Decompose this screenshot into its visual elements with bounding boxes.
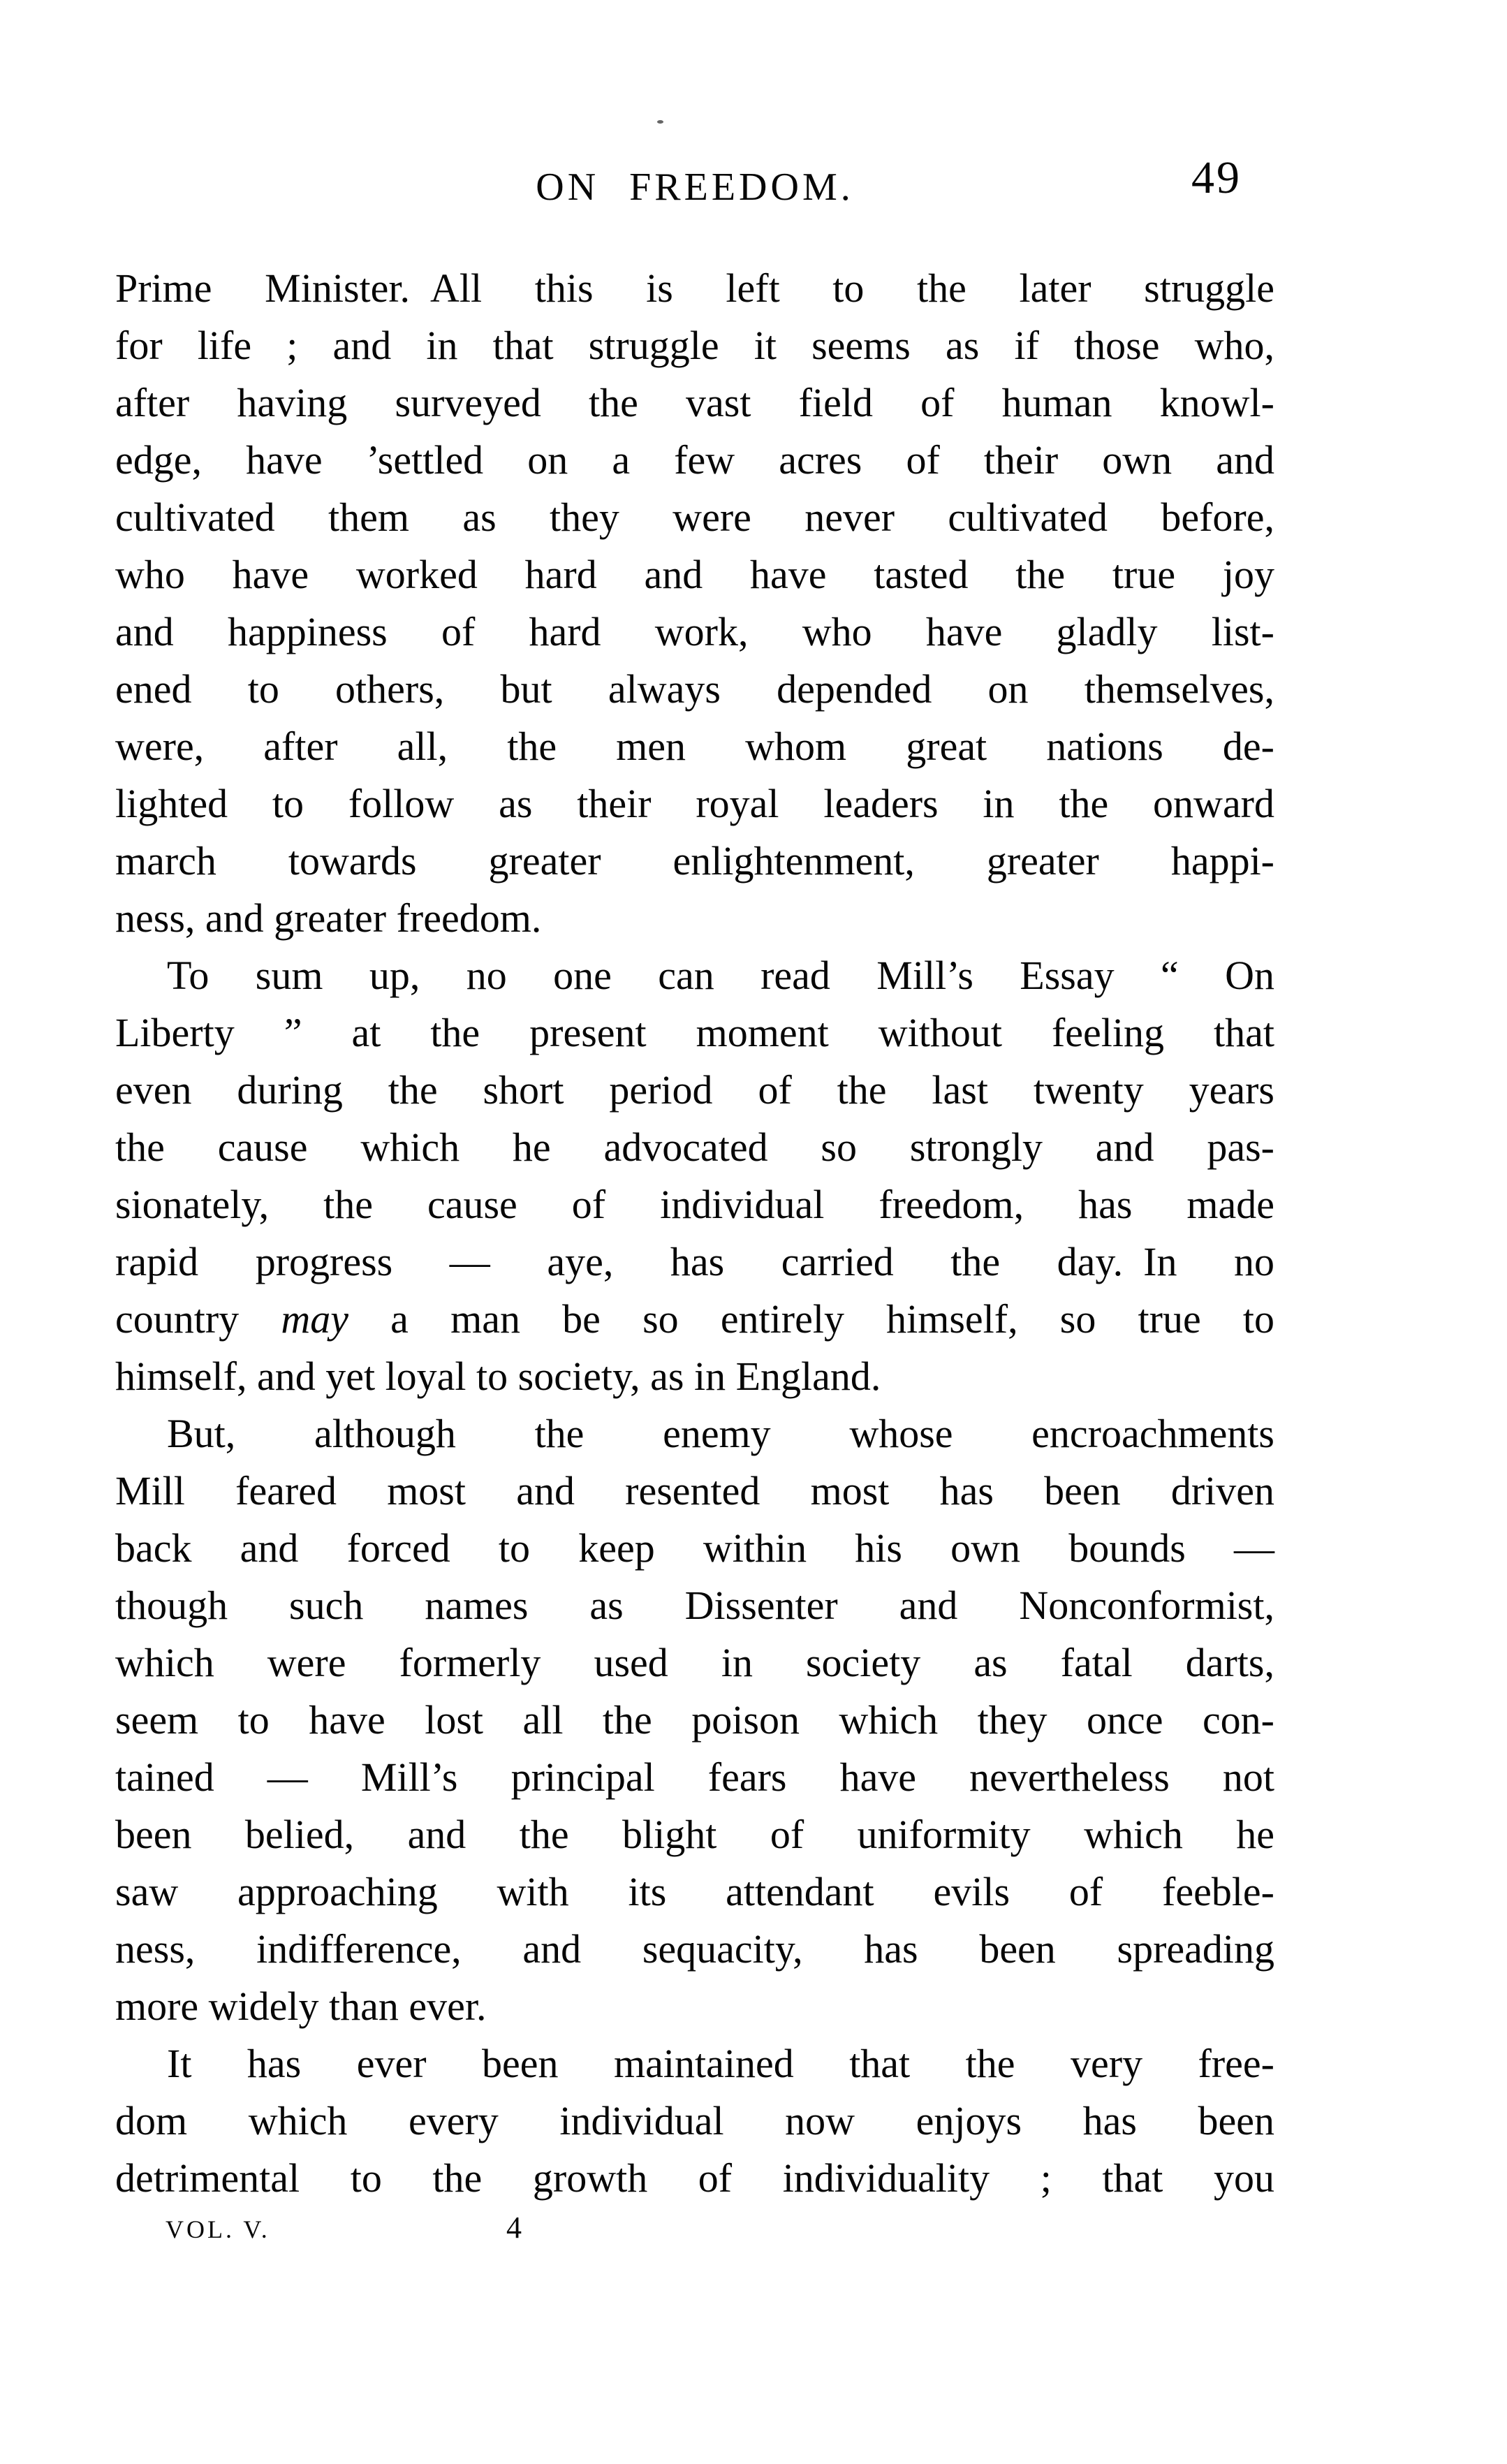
text-line: [115, 1863, 1274, 1921]
text-segment: though such names as Dissenter and Nonconformist,: [115, 1583, 1274, 1628]
volume-label: VOL. V.: [166, 2215, 270, 2243]
text-line: [115, 947, 1274, 1004]
text-segment: which were formerly used in society as fatal darts,: [115, 1640, 1274, 1685]
text-line: [115, 661, 1274, 718]
text-line: [115, 2092, 1274, 2150]
text-line: [115, 1520, 1274, 1577]
text-segment: lighted to follow as their royal leaders in the onward: [115, 781, 1274, 826]
text-segment: But, although the enemy whose encroachments: [167, 1411, 1274, 1456]
text-line: [115, 833, 1274, 890]
text-segment: been belied, and the blight of uniformity which he: [115, 1812, 1274, 1857]
text-line: [115, 775, 1274, 833]
text-segment: back and forced to keep within his own bounds —: [115, 1525, 1274, 1571]
text-segment: detrimental to the growth of individuality ; that you: [115, 2155, 1274, 2201]
text-line: [115, 1348, 1274, 1405]
text-segment: Mill feared most and resented most has been driven: [115, 1468, 1274, 1513]
text-line: [115, 432, 1274, 489]
text-line: [115, 2035, 1274, 2092]
text-line: [115, 890, 1274, 947]
text-segment: country: [115, 1296, 281, 1342]
text-line: [115, 1978, 1274, 2035]
text-line: [115, 1233, 1274, 1291]
text-line: [115, 374, 1274, 432]
text-segment: the cause which he advocated so strongly and pas-: [115, 1124, 1274, 1170]
text-line: [115, 1004, 1274, 1062]
text-segment: after having surveyed the vast field of human knowl-: [115, 380, 1274, 425]
text-segment: It has ever been maintained that the very free-: [167, 2041, 1274, 2086]
text-line: [115, 1462, 1274, 1520]
text-line: [115, 489, 1274, 546]
text-segment: ness, and greater freedom.: [115, 895, 542, 941]
text-segment: rapid progress — aye, has carried the day. In no: [115, 1239, 1274, 1284]
text-line: [115, 546, 1274, 603]
text-line: [115, 1405, 1274, 1462]
text-line: [115, 1921, 1274, 1978]
text-segment: sionately, the cause of individual freedom, has made: [115, 1182, 1274, 1227]
page-number: 49: [1191, 152, 1242, 203]
text-segment: tained — Mill’s principal fears have nevertheless not: [115, 1754, 1274, 1800]
text-line: [115, 1577, 1274, 1634]
italic-text-segment: may: [281, 1296, 348, 1342]
text-line: [115, 1062, 1274, 1119]
text-line: [115, 1291, 1274, 1348]
page-title: ON FREEDOM.: [536, 166, 854, 209]
running-header: [115, 168, 1274, 207]
text-line: [115, 317, 1274, 374]
text-segment: ness, indifference, and sequacity, has been spreading: [115, 1926, 1274, 1972]
text-segment: for life ; and in that struggle it seems as if those who,: [115, 323, 1274, 368]
text-segment: cultivated them as they were never cultivated before,: [115, 494, 1274, 540]
text-line: [115, 603, 1274, 661]
text-segment: Prime Minister. All this is left to the later struggle: [115, 265, 1274, 311]
text-segment: who have worked hard and have tasted the true joy: [115, 552, 1274, 597]
text-line: [115, 1749, 1274, 1806]
text-line: [115, 1634, 1274, 1692]
text-line: [115, 1176, 1274, 1233]
text-segment: himself, and yet loyal to society, as in England.: [115, 1354, 881, 1399]
text-segment: To sum up, no one can read Mill’s Essay “ On: [167, 953, 1274, 998]
text-line: [115, 2150, 1274, 2207]
text-segment: seem to have lost all the poison which they once con-: [115, 1697, 1274, 1743]
text-segment: Liberty ” at the present moment without feeling that: [115, 1010, 1274, 1055]
text-line: [115, 718, 1274, 775]
text-segment: and happiness of hard work, who have gladly list-: [115, 609, 1274, 654]
text-segment: march towards greater enlightenment, greater happi-: [115, 838, 1274, 883]
signature-mark: 4: [506, 2210, 522, 2245]
scan-speck-artifact: [657, 120, 663, 124]
text-line: [115, 1806, 1274, 1863]
text-line: [115, 1119, 1274, 1176]
text-segment: even during the short period of the last twenty years: [115, 1067, 1274, 1113]
text-segment: dom which every individual now enjoys has been: [115, 2098, 1274, 2143]
text-segment: saw approaching with its attendant evils of feeble-: [115, 1869, 1274, 1914]
text-line: [115, 1692, 1274, 1749]
text-segment: ened to others, but always depended on themselves,: [115, 666, 1274, 712]
page-text: [115, 260, 1274, 2207]
text-segment: more widely than ever.: [115, 1983, 487, 2029]
text-segment: edge, have ’settled on a few acres of their own and: [115, 437, 1274, 483]
text-line: [115, 260, 1274, 317]
text-segment: a man be so entirely himself, so true to: [348, 1296, 1275, 1342]
text-segment: were, after all, the men whom great nations de-: [115, 724, 1274, 769]
